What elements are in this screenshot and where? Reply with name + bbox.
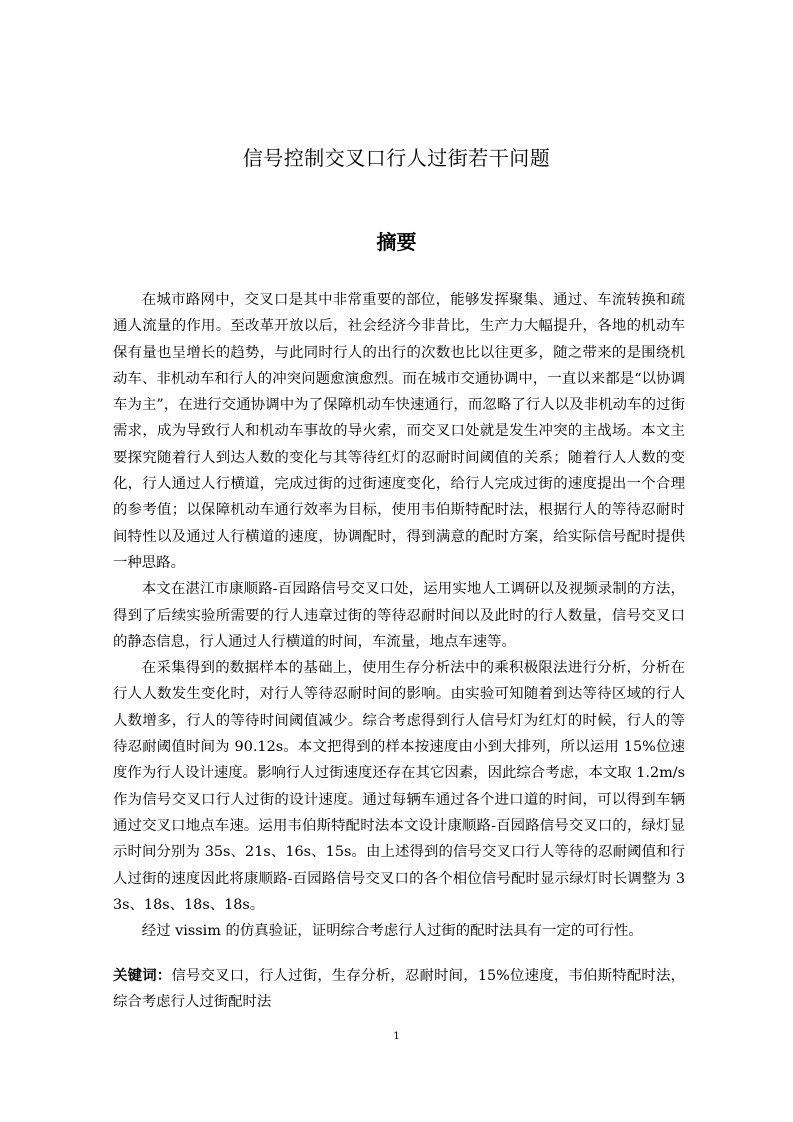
abstract-paragraph-2: 本文在湛江市康顺路-百园路信号交叉口处，运用实地人工调研以及视频录制的方法，得到了后续实验所需要的行人违章过街的等待忍耐时间以及此时的行人数量，信号交叉口的静态信息，行人通过人行横道的时间，车流量，地点车速等。 bbox=[113, 581, 685, 650]
abstract-body bbox=[113, 287, 685, 944]
abstract-paragraph-1: 在城市路网中，交叉口是其中非常重要的部位，能够发挥聚集、通过、车流转换和疏通人流量的作用。至改革开放以后，社会经济今非昔比，生产力大幅提升，各地的机动车保有量也呈增长的趋势，与此同时行人的出行的次数也比以往更多，随之带来的是围绕机动车、非机动车和行人的冲突问题愈演愈烈。而在城市交通协调中，一直以来都是“以协调车为主”，在进行交通协调中为了保障机动车快速通行，而忽略了行人以及非机动车的过街需求，成为导致行人和机动车事故的导火索，而交叉口处就是发生冲突的主战场。本文主要探究随着行人到达人数的变化与其等待红灯的忍耐时间阈值的关系；随着行人人数的变化，行人通过人行横道，完成过街的过街速度变化，给行人完成过街的速度提出一个合理的参考值；以保障机动车通行效率为目标，使用韦伯斯特配时法，根据行人的等待忍耐时间特性以及通过人行横道的速度，协调配时，得到满意的配时方案，给实际信号配时提供一种思路。 bbox=[113, 292, 685, 571]
abstract-heading: 摘要 bbox=[376, 230, 417, 254]
keywords-line bbox=[113, 963, 685, 1016]
abstract-paragraph-4: 经过 vissim 的仿真验证，证明综合考虑行人过街的配时法具有一定的可行性。 bbox=[141, 923, 643, 940]
keywords-label: 关键词： bbox=[113, 968, 172, 984]
abstract-paragraph-3: 在采集得到的数据样本的基础上，使用生存分析法中的乘积极限法进行分析，分析在行人人数发生变化时，对行人等待忍耐时间的影响。由实验可知随着到达等待区域的行人人数增多，行人的等待时间阈值减少。综合考虑得到行人信号灯为红灯的时候，行人的等待忍耐阈值时间为 90.12s。本文把得到的样本按速度由小到大排列，所以运用 15%位速度作为行人设计速度。影响行人过街速度还存在其它因素，因此综合考虑，本文取 1.2m/s 作为信号交叉口行人过街的设计速度。通过每辆车通过各个进口道的时间，可以得到车辆通过交叉口地点车速。运用韦伯斯特配时法本文设计康顺路-百园路信号交叉口的，绿灯显示时间分别为 35s、21s、16s、15s。由上述得到的信号交叉口行人等待的忍耐阈值和行人过街的速度因此将康顺路-百园路信号交叉口的各个相位信号配时显示绿灯时长调整为 33s、18s、18s、18s。 bbox=[113, 660, 685, 913]
document-title: 信号控制交叉口行人过街若干问题 bbox=[242, 146, 551, 170]
keywords-text: 信号交叉口，行人过街，生存分析，忍耐时间，15%位速度，韦伯斯特配时法，综合考虑行人过街配时法 bbox=[113, 968, 685, 1011]
page-number: 1 bbox=[393, 1031, 400, 1042]
